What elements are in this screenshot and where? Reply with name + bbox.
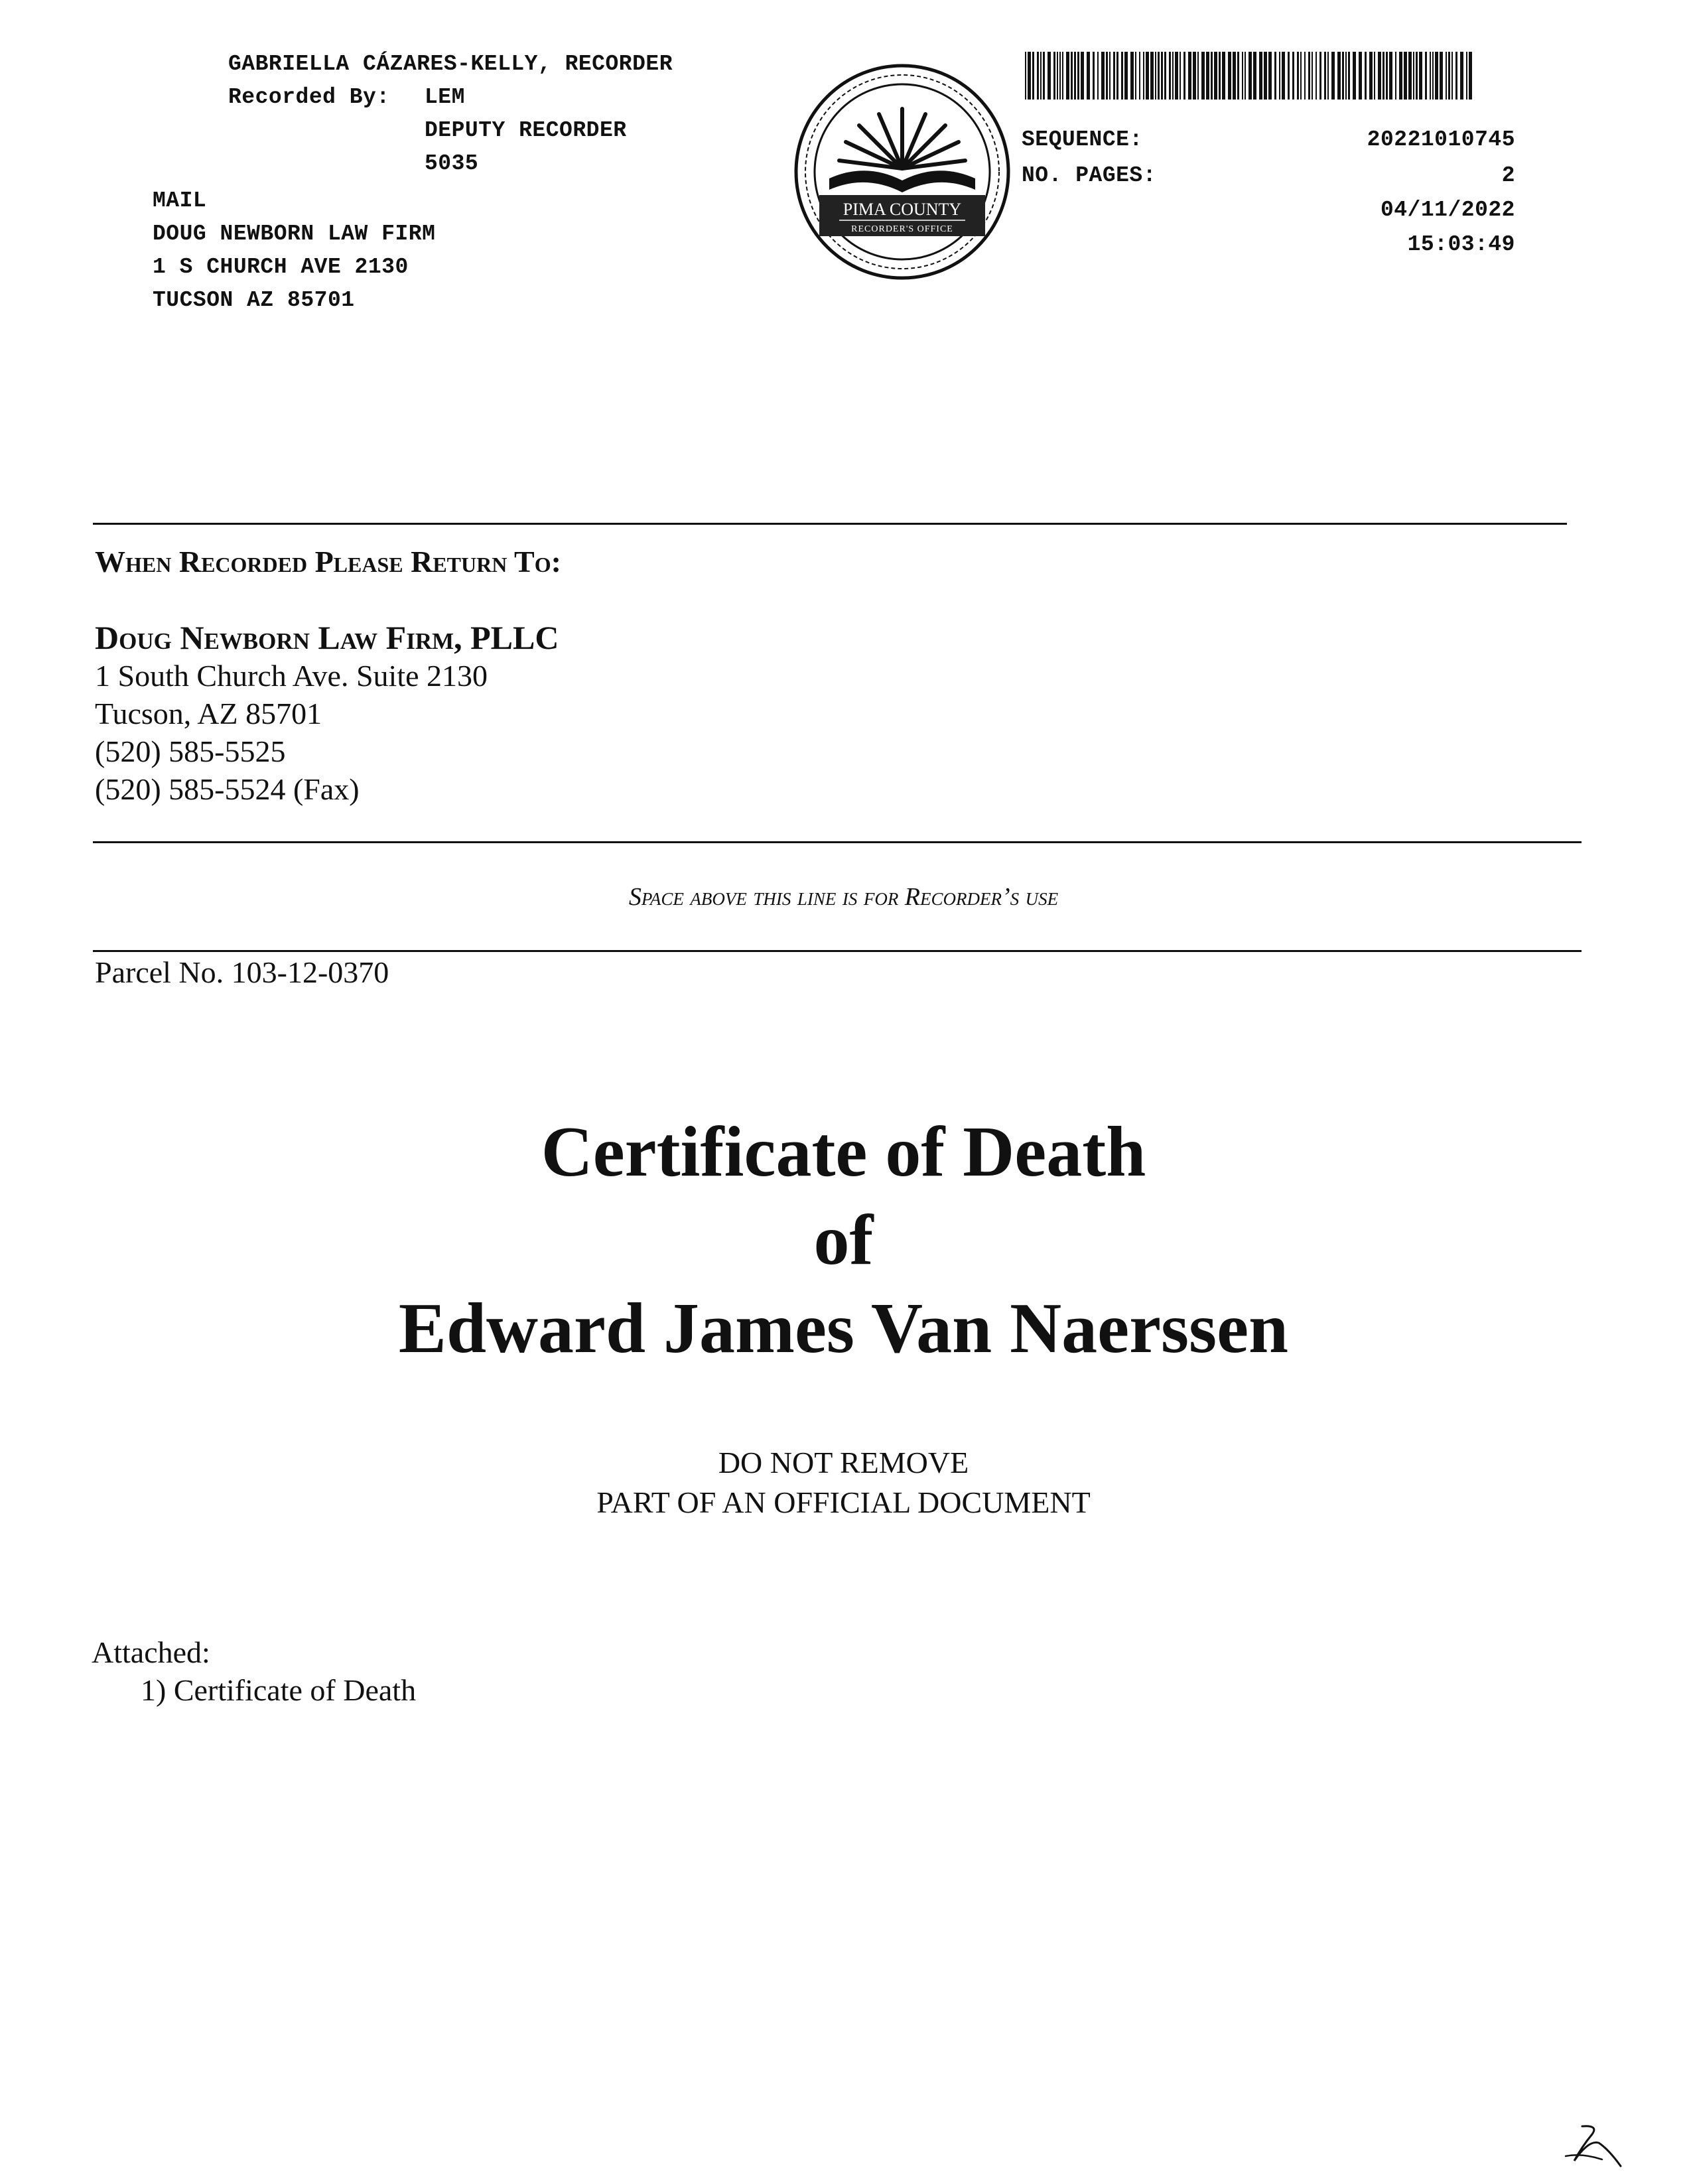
attached-item: 1) Certificate of Death [141,1673,417,1707]
seal-icon [793,62,1012,281]
address-line-2: Tucson, AZ 85701 [95,697,322,730]
fax: (520) 585-5524 (Fax) [95,772,360,806]
recording-date: 04/11/2022 [1380,198,1515,222]
document-title-of: of [813,1201,874,1280]
pages-label: NO. PAGES: [1022,163,1157,188]
seal-county: PIMA COUNTY [843,200,962,219]
pages-value: 2 [1501,163,1515,188]
lower-divider [93,950,1582,952]
mail-address-line: 1 S CHURCH AVE 2130 [153,255,409,279]
recording-time: 15:03:49 [1407,232,1515,257]
seal-office: RECORDER'S OFFICE [851,224,953,234]
decedent-name: Edward James Van Naerssen [398,1289,1289,1368]
recorded-by-value: LEM [425,85,465,109]
mail-address-line: TUCSON AZ 85701 [153,288,355,312]
recorder-use-note: Space above this line is for Recorder’s use [628,883,1059,911]
return-to-heading: When Recorded Please Return To: [95,545,561,579]
official-document-notice: PART OF AN OFFICIAL DOCUMENT [596,1485,1091,1519]
attached-label: Attached: [92,1635,210,1669]
address-line-1: 1 South Church Ave. Suite 2130 [95,659,488,693]
mail-address-line: DOUG NEWBORN LAW FIRM [153,222,436,246]
handwritten-initials [1562,2120,1629,2173]
recorder-name: GABRIELLA CÁZARES-KELLY, RECORDER [228,52,673,76]
document-title: Certificate of Death [541,1113,1146,1192]
phone: (520) 585-5525 [95,734,286,768]
firm-name: Doug Newborn Law Firm, PLLC [95,619,559,656]
deputy-title: DEPUTY RECORDER [425,118,627,143]
barcode [1025,52,1473,100]
recorded-by-label: Recorded By: [228,85,390,109]
parcel-number: Parcel No. 103-12-0370 [95,955,389,989]
sequence-value: 20221010745 [1367,127,1515,152]
mail-label: MAIL [153,188,207,213]
top-divider [93,523,1567,525]
deputy-number: 5035 [425,151,479,176]
sequence-label: SEQUENCE: [1022,127,1143,152]
do-not-remove-notice: DO NOT REMOVE [718,1446,969,1479]
middle-divider [93,841,1582,843]
